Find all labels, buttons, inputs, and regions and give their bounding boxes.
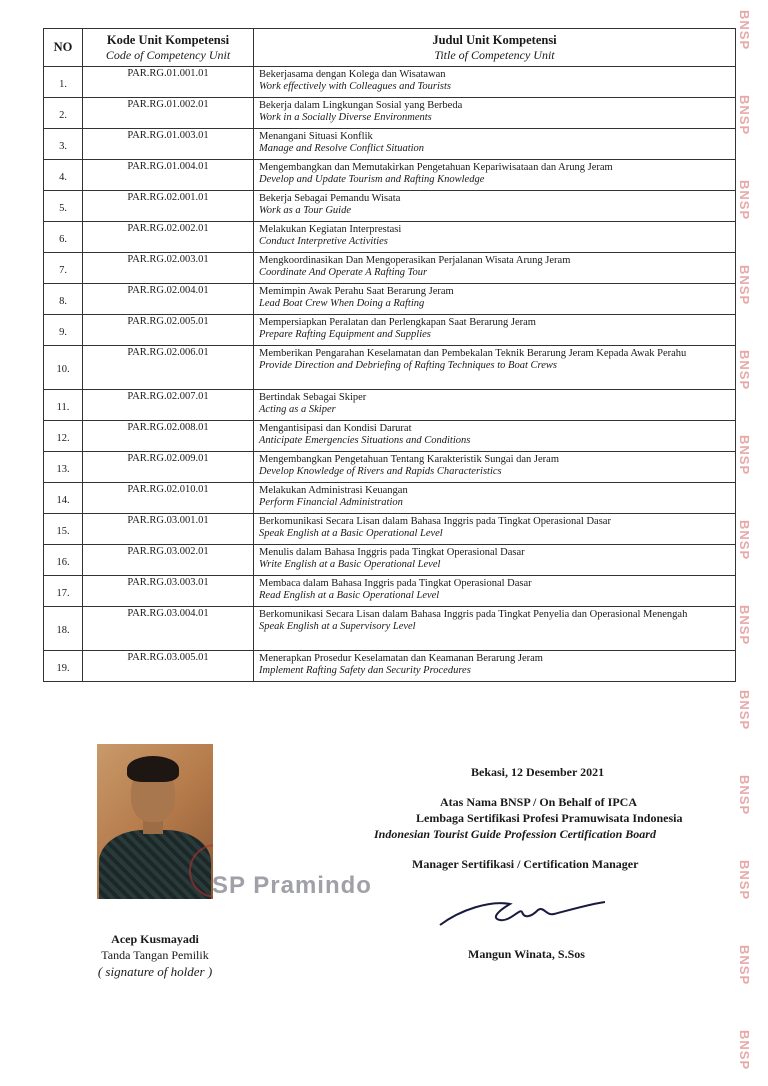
row-title [254, 284, 736, 315]
row-title-id: Membaca dalam Bahasa Inggris pada Tingkat Operasional Dasar [259, 578, 532, 589]
row-title-en: Coordinate And Operate A Rafting Tour [259, 267, 428, 278]
row-code: PAR.RG.02.006.01 [83, 346, 254, 390]
row-code: PAR.RG.02.007.01 [83, 390, 254, 421]
row-title-id: Mengembangkan dan Memutakirkan Pengetahuan Kepariwisataan dan Arung Jeram [259, 162, 613, 173]
row-title [254, 545, 736, 576]
holder-name: Acep Kusmayadi [111, 932, 199, 946]
board-name: Indonesian Tourist Guide Profession Certification Board [374, 827, 656, 841]
table-row [44, 253, 736, 284]
watermark-bnsp: BNSP [737, 520, 752, 561]
row-no: 18. [44, 607, 83, 651]
row-title [254, 67, 736, 98]
row-title-id: Menulis dalam Bahasa Inggris pada Tingkat Operasional Dasar [259, 547, 525, 558]
watermark-bnsp: BNSP [737, 860, 752, 901]
row-title-en: Write English at a Basic Operational Level [259, 559, 441, 570]
row-title-en: Prepare Rafting Equipment and Supplies [259, 329, 431, 340]
row-title-en: Work effectively with Colleagues and Tourists [259, 81, 452, 92]
row-title-en: Manage and Resolve Conflict Situation [259, 143, 425, 154]
row-title [254, 222, 736, 253]
row-no: 10. [44, 346, 83, 390]
row-title [254, 191, 736, 222]
manager-name: Mangun Winata, S.Sos [468, 947, 585, 961]
row-no: 11. [44, 390, 83, 421]
row-code: PAR.RG.01.001.01 [83, 67, 254, 98]
row-title [254, 315, 736, 346]
row-title-id: Menangani Situasi Konflik [259, 131, 373, 142]
table-row [44, 545, 736, 576]
row-code: PAR.RG.02.003.01 [83, 253, 254, 284]
row-title-en: Provide Direction and Debriefing of Rafting Techniques to Boat Crews [259, 360, 557, 371]
row-no: 2. [44, 98, 83, 129]
table-row [44, 607, 736, 651]
row-title-id: Bekerja dalam Lingkungan Sosial yang Berbeda [259, 100, 463, 111]
row-title-en: Develop and Update Tourism and Rafting Knowledge [259, 174, 485, 185]
watermark-bnsp: BNSP [737, 690, 752, 731]
row-title-id: Memberikan Pengarahan Keselamatan dan Pembekalan Teknik Berarung Jeram Kepada Awak Perahu [259, 348, 687, 359]
row-title-en: Conduct Interpretive Activities [259, 236, 388, 247]
table-row [44, 514, 736, 545]
table-row [44, 651, 736, 682]
row-code: PAR.RG.02.005.01 [83, 315, 254, 346]
row-title-id: Mempersiapkan Peralatan dan Perlengkapan Saat Berarung Jeram [259, 317, 536, 328]
table-row [44, 160, 736, 191]
holder-signature-label: ( signature of holder ) [97, 964, 213, 979]
header-no: NO [44, 29, 83, 67]
manager-signature [430, 880, 610, 940]
row-no: 6. [44, 222, 83, 253]
row-no: 4. [44, 160, 83, 191]
row-title-id: Mengantisipasi dan Kondisi Darurat [259, 423, 412, 434]
row-no: 1. [44, 67, 83, 98]
watermark-bnsp: BNSP [737, 265, 752, 306]
row-code: PAR.RG.01.004.01 [83, 160, 254, 191]
table-row [44, 222, 736, 253]
watermark-bnsp: BNSP [737, 605, 752, 646]
watermark-bnsp: BNSP [737, 350, 752, 391]
row-title-id: Bertindak Sebagai Skiper [259, 392, 367, 403]
table-row [44, 452, 736, 483]
row-code: PAR.RG.02.004.01 [83, 284, 254, 315]
row-code: PAR.RG.03.005.01 [83, 651, 254, 682]
row-title-en: Speak English at a Basic Operational Level [259, 528, 443, 539]
row-code: PAR.RG.03.002.01 [83, 545, 254, 576]
row-title [254, 160, 736, 191]
holder-photo [97, 744, 213, 899]
watermark-bnsp: BNSP [737, 180, 752, 221]
row-title-en: Acting as a Skiper [259, 404, 336, 415]
row-no: 5. [44, 191, 83, 222]
watermark-bnsp: BNSP [737, 1030, 752, 1071]
row-title [254, 483, 736, 514]
table-row [44, 421, 736, 452]
header-title [254, 29, 736, 67]
row-title-id: Menerapkan Prosedur Keselamatan dan Keamanan Berarung Jeram [259, 653, 543, 664]
table-row [44, 129, 736, 160]
competency-table-wrapper [43, 28, 736, 682]
row-title-en: Lead Boat Crew When Doing a Rafting [259, 298, 425, 309]
row-code: PAR.RG.03.003.01 [83, 576, 254, 607]
row-title-id: Berkomunikasi Secara Lisan dalam Bahasa Inggris pada Tingkat Penyelia dan Operasional Menengah [259, 609, 688, 620]
row-no: 9. [44, 315, 83, 346]
row-no: 16. [44, 545, 83, 576]
header-title-id: Judul Unit Kompetensi [432, 32, 557, 47]
row-no: 3. [44, 129, 83, 160]
row-title-en: Speak English at a Supervisory Level [259, 621, 416, 632]
table-row [44, 315, 736, 346]
row-title-id: Berkomunikasi Secara Lisan dalam Bahasa Inggris pada Tingkat Operasional Dasar [259, 516, 611, 527]
table-header-row [44, 29, 736, 67]
holder-role: Tanda Tangan Pemilik [101, 948, 209, 962]
header-title-en: Title of Competency Unit [434, 47, 555, 62]
lsp-name: Lembaga Sertifikasi Profesi Pramuwisata Indonesia [416, 811, 683, 825]
on-behalf: Atas Nama BNSP / On Behalf of IPCA [440, 795, 638, 809]
row-no: 14. [44, 483, 83, 514]
row-no: 13. [44, 452, 83, 483]
row-title-en: Work as a Tour Guide [259, 205, 351, 216]
row-code: PAR.RG.01.003.01 [83, 129, 254, 160]
row-title [254, 576, 736, 607]
table-body [44, 67, 736, 682]
row-code: PAR.RG.03.004.01 [83, 607, 254, 651]
watermark-bnsp: BNSP [737, 435, 752, 476]
row-no: 15. [44, 514, 83, 545]
row-title-en: Develop Knowledge of Rivers and Rapids Characteristics [259, 466, 502, 477]
watermark-bnsp: BNSP [737, 775, 752, 816]
row-title [254, 421, 736, 452]
row-title [254, 253, 736, 284]
manager-title: Manager Sertifikasi / Certification Manager [412, 857, 639, 871]
watermark-bnsp: BNSP [737, 10, 752, 51]
row-title [254, 514, 736, 545]
row-code: PAR.RG.01.002.01 [83, 98, 254, 129]
row-title [254, 452, 736, 483]
row-title-en: Anticipate Emergencies Situations and Conditions [259, 435, 471, 446]
row-title-id: Mengkoordinasikan Dan Mengoperasikan Perjalanan Wisata Arung Jeram [259, 255, 571, 266]
watermark-bnsp: BNSP [737, 95, 752, 136]
row-title-id: Melakukan Administrasi Keuangan [259, 485, 408, 496]
table-row [44, 67, 736, 98]
watermark-bnsp: BNSP [737, 945, 752, 986]
row-title [254, 98, 736, 129]
row-no: 7. [44, 253, 83, 284]
row-title-id: Memimpin Awak Perahu Saat Berarung Jeram [259, 286, 454, 297]
table-row [44, 284, 736, 315]
row-no: 17. [44, 576, 83, 607]
header-code-id: Kode Unit Kompetensi [106, 32, 230, 47]
row-code: PAR.RG.02.002.01 [83, 222, 254, 253]
row-no: 8. [44, 284, 83, 315]
row-title-id: Mengembangkan Pengetahuan Tentang Karakteristik Sungai dan Jeram [259, 454, 559, 465]
row-title-id: Bekerja Sebagai Pemandu Wisata [259, 193, 401, 204]
row-no: 19. [44, 651, 83, 682]
competency-table [43, 28, 736, 682]
stamp-text: SP Pramindo [212, 872, 372, 899]
table-row [44, 483, 736, 514]
row-title [254, 129, 736, 160]
table-row [44, 346, 736, 390]
row-title-en: Work in a Socially Diverse Environments [259, 112, 432, 123]
row-title [254, 346, 736, 390]
row-code: PAR.RG.02.009.01 [83, 452, 254, 483]
row-title-id: Bekerjasama dengan Kolega dan Wisatawan [259, 69, 446, 80]
row-code: PAR.RG.02.008.01 [83, 421, 254, 452]
row-title [254, 651, 736, 682]
row-title-en: Read English at a Basic Operational Level [259, 590, 440, 601]
row-code: PAR.RG.03.001.01 [83, 514, 254, 545]
table-row [44, 390, 736, 421]
issue-date: Bekasi, 12 Desember 2021 [471, 765, 605, 779]
row-no: 12. [44, 421, 83, 452]
row-title-en: Implement Rafting Safety dan Security Procedures [259, 665, 471, 676]
header-code-en: Code of Competency Unit [105, 47, 231, 62]
row-title [254, 390, 736, 421]
header-code [83, 29, 254, 67]
row-title [254, 607, 736, 651]
table-row [44, 191, 736, 222]
row-code: PAR.RG.02.010.01 [83, 483, 254, 514]
table-row [44, 576, 736, 607]
row-title-id: Melakukan Kegiatan Interprestasi [259, 224, 402, 235]
row-title-en: Perform Financial Administration [259, 497, 403, 508]
table-row [44, 98, 736, 129]
row-code: PAR.RG.02.001.01 [83, 191, 254, 222]
